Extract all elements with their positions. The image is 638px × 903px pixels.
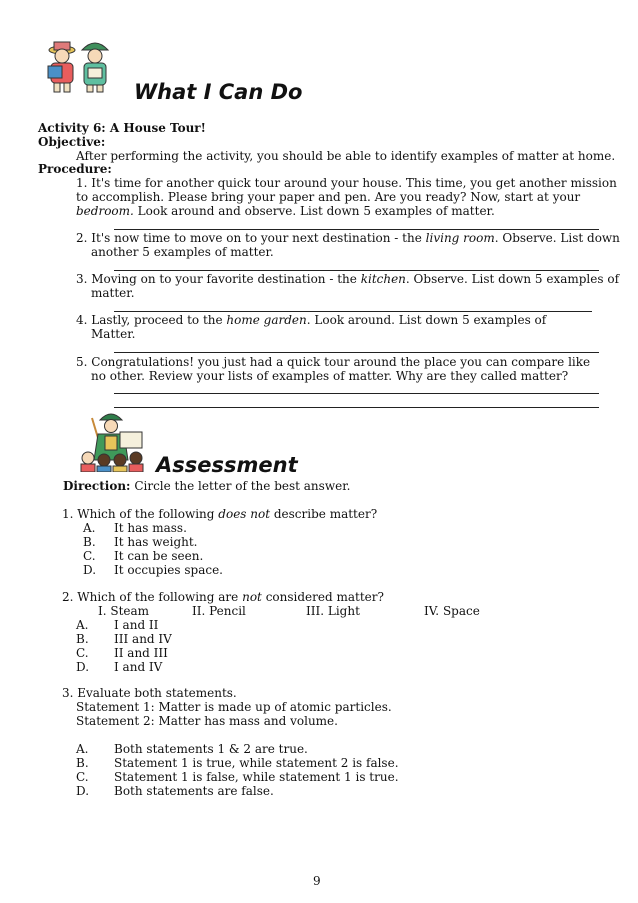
answer-option-letter: C. [76,770,89,784]
answer-line [114,270,599,271]
text-segment: 3. Moving on to your favorite destination - the [76,272,361,286]
answer-line [114,407,599,408]
question-item: II. Pencil [192,604,246,618]
procedure-label: Procedure: [38,162,112,176]
answer-option-text: Both statements are false. [114,784,274,798]
question-item: I. Steam [98,604,150,618]
answer-option-text: It can be seen. [114,549,204,563]
page-number: 9 [313,874,321,888]
procedure-step-line [76,272,619,286]
text-segment: no other. Review your lists of examples of matter. Why are they called matter? [91,369,569,383]
procedure-step-line [76,355,590,369]
answer-option-letter: C. [83,549,96,563]
answer-line [114,352,599,353]
answer-option-text: I and II [114,618,159,632]
question-stem [62,507,377,521]
section-title-what-i-can-do: What I Can Do [134,80,303,104]
procedure-step-line [91,245,274,259]
objective-text: After performing the activity, you should be able to identify examples of matter at home. [76,149,616,163]
answer-option-letter: B. [76,632,89,646]
answer-option-text: It occupies space. [114,563,223,577]
procedure-step-line [76,204,495,218]
text-segment: . Look around. List down 5 examples of [306,313,547,327]
text-segment: Matter. [91,327,136,341]
question-item: III. Light [306,604,360,618]
procedure-step-line [76,313,546,327]
question-statement: Statement 1: Matter is made up of atomic particles. [76,700,392,714]
answer-option-letter: D. [83,563,97,577]
text-segment: 2. Which of the following are [62,590,243,604]
answer-option-text: I and IV [114,660,163,674]
answer-option-text: Both statements 1 & 2 are true. [114,742,308,756]
procedure-step-line [91,369,568,383]
answer-option-text: II and III [114,646,168,660]
text-segment: 5. Congratulations! you just had a quick tour around the place you can compare like [76,355,591,369]
procedure-step-line [76,176,617,190]
answer-option-letter: B. [83,535,96,549]
text-segment: living room [425,231,495,245]
text-segment: to accomplish. Please bring your paper and pen. Are you ready? Now, start at your [76,190,581,204]
teacher-students-illustration [78,410,148,472]
text-segment: bedroom. [76,204,134,218]
text-segment: matter. [91,286,135,300]
procedure-step-line [76,231,620,245]
answer-option-letter: C. [76,646,89,660]
answer-option-letter: A. [83,521,96,535]
answer-line [114,229,599,230]
direction-label: Direction: [63,479,131,493]
text-segment: 3. Evaluate both statements. [62,686,237,700]
answer-option-letter: D. [76,660,90,674]
answer-option-letter: A. [76,618,89,632]
procedure-step-line [91,286,135,300]
direction-text: Circle the letter of the best answer. [130,479,351,493]
text-segment: Look around and observe. List down 5 examples of matter. [133,204,495,218]
question-stem [62,590,384,604]
direction [63,479,350,493]
text-segment: considered matter? [261,590,384,604]
text-segment: . Observe. List down 5 examples of [405,272,620,286]
procedure-step-line [91,327,135,341]
answer-option-text: III and IV [114,632,172,646]
question-stem [62,686,237,700]
answer-option-text: It has mass. [114,521,187,535]
answer-option-text: It has weight. [114,535,198,549]
procedure-step-line [76,190,580,204]
objective-label: Objective: [38,135,106,149]
kids-reading-illustration [42,36,112,94]
text-segment: does not [218,507,271,521]
activity-heading: Activity 6: A House Tour! [38,121,206,135]
text-segment: 1. It's time for another quick tour around your house. This time, you get another mission [76,176,617,190]
question-statement: Statement 2: Matter has mass and volume. [76,714,338,728]
text-segment: another 5 examples of matter. [91,245,274,259]
text-segment: describe matter? [270,507,378,521]
answer-line [114,393,599,394]
answer-option-text: Statement 1 is true, while statement 2 is false. [114,756,399,770]
section-title-assessment: Assessment [156,453,298,477]
text-segment: 1. Which of the following [62,507,219,521]
text-segment: kitchen [360,272,406,286]
answer-option-text: Statement 1 is false, while statement 1 is true. [114,770,399,784]
text-segment: 4. Lastly, proceed to the [76,313,227,327]
answer-line [114,311,592,312]
text-segment: . Observe. List down [494,231,620,245]
text-segment: 2. It's now time to move on to your next destination - the [76,231,426,245]
text-segment: home garden [226,313,307,327]
text-segment: not [242,590,262,604]
answer-option-letter: B. [76,756,89,770]
answer-option-letter: D. [76,784,90,798]
question-item: IV. Space [424,604,480,618]
answer-option-letter: A. [76,742,89,756]
